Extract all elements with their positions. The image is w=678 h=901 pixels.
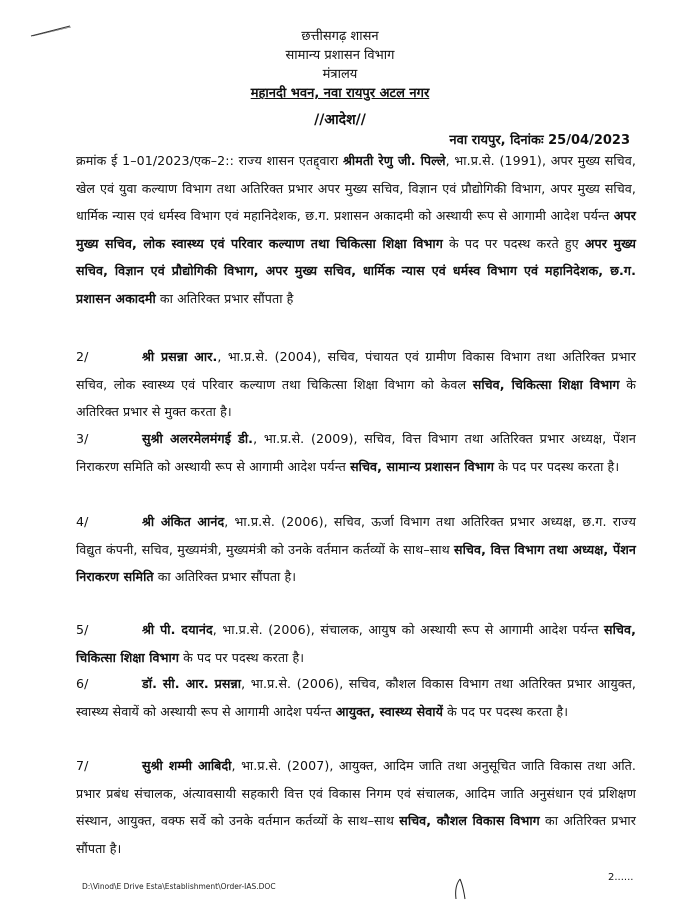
pen-mark bbox=[30, 25, 72, 37]
secretariat-name: मंत्रालय bbox=[322, 67, 358, 82]
order-paragraph-4: 4/ श्री अंकित आनंद, भा.प्र.से. (2006), सचिव, ऊर्जा विभाग तथा अतिरिक्त प्रभार अध्यक्ष, छ.ग. राज्य विद्युत कंपनी, सचिव, मुख्यमंत्री, मुख्यमंत्री को उनके वर्तमान कर्तव्यों के साथ–साथ सचिव, वित्त विभाग तथा अध्यक्ष, पेंशन निराकरण समिति का अतिरिक्त प्रभार सौंपता है। bbox=[76, 508, 636, 591]
paragraph-number: 2/ bbox=[76, 349, 89, 364]
paragraph-number: 7/ bbox=[76, 758, 89, 773]
order-paragraph-3: 3/ सुश्री अलरमेलमंगई डी., भा.प्र.से. (2009), सचिव, वित्त विभाग तथा अतिरिक्त प्रभार अध्यक्ष, पेंशन निराकरण समिति को अस्थायी रूप से आगामी आदेश पर्यन्त सचिव, सामान्य प्रशासन विभाग के पद पर पदस्थ करता है। bbox=[76, 425, 636, 480]
order-title: //आदेश// bbox=[314, 112, 366, 128]
order-paragraph-7: 7/ सुश्री शम्मी आबिदी, भा.प्र.से. (2007), आयुक्त, आदिम जाति तथा अनुसूचित जाति विकास तथा अति. प्रभार प्रबंध संचालक, अंत्यावसायी सहकारी वित्त एवं विकास निगम एवं संचालक, आदिम जाति अनुसंधान एवं प्रशिक्षण संस्थान, आयुक्त, वक्फ सर्वे को उनके वर्तमान कर्तव्यों के साथ–साथ सचिव, कौशल विकास विभाग का अतिरिक्त प्रभार सौंपता है। bbox=[76, 752, 636, 862]
paragraph-number: 6/ bbox=[76, 676, 89, 691]
letterhead bbox=[150, 27, 530, 103]
order-paragraph-5: 5/ श्री पी. दयानंद, भा.प्र.से. (2006), संचालक, आयुष को अस्थायी रूप से आगामी आदेश पर्यन्त सचिव, चिकित्सा शिक्षा विभाग के पद पर पदस्थ करता है। bbox=[76, 616, 636, 671]
signature-mark bbox=[452, 878, 468, 900]
order-paragraph-6: 6/ डॉ. सी. आर. प्रसन्ना, भा.प्र.से. (2006), सचिव, कौशल विकास विभाग तथा अतिरिक्त प्रभार आयुक्त, स्वास्थ्य सेवायें को अस्थायी रूप से आगामी आदेश पर्यन्त आयुक्त, स्वास्थ्य सेवायें के पद पर पदस्थ करता है। bbox=[76, 670, 636, 725]
order-paragraph-1: क्रमांक ई 1–01/2023/एक–2:: राज्य शासन एतद्द्वारा श्रीमती रेणु जी. पिल्ले, भा.प्र.से. (1991), अपर मुख्य सचिव, खेल एवं युवा कल्याण विभाग तथा अतिरिक्त प्रभार अपर मुख्य सचिव, विज्ञान एवं प्रौद्योगिकी विभाग, अपर मुख्य सचिव, धार्मिक न्यास एवं धर्मस्व विभाग एवं महानिदेशक, छ.ग. प्रशासन अकादमी को अस्थायी रूप से आगामी आदेश पर्यन्त अपर मुख्य सचिव, लोक स्वास्थ्य एवं परिवार कल्याण तथा चिकित्सा शिक्षा विभाग के पद पर पदस्थ करते हुए अपर मुख्य सचिव, विज्ञान एवं प्रौद्योगिकी विभाग, अपर मुख्य सचिव, धार्मिक न्यास एवं धर्मस्व विभाग एवं महानिदेशक, छ.ग. प्रशासन अकादमी का अतिरिक्त प्रभार सौंपता है bbox=[76, 153, 636, 306]
paragraph-number: 4/ bbox=[76, 514, 89, 529]
paragraph-number: 3/ bbox=[76, 431, 89, 446]
paragraph-number: 5/ bbox=[76, 622, 89, 637]
office-address: महानदी भवन, नवा रायपुर अटल नगर bbox=[250, 86, 430, 101]
file-path-footer: D:\Vinod\E Drive Esta\Establishment\Order-IAS.DOC bbox=[82, 882, 276, 891]
order-paragraph-2: 2/ श्री प्रसन्ना आर., भा.प्र.से. (2004), सचिव, पंचायत एवं ग्रामीण विकास विभाग तथा अतिरिक्त प्रभार सचिव, लोक स्वास्थ्य एवं परिवार कल्याण तथा चिकित्सा शिक्षा विभाग को केवल सचिव, चिकित्सा शिक्षा विभाग के अतिरिक्त प्रभार से मुक्त करता है। bbox=[76, 343, 636, 426]
continued-page-marker: 2...... bbox=[608, 872, 634, 883]
government-name: छत्तीसगढ़ शासन bbox=[301, 29, 379, 44]
place-date: नवा रायपुर, दिनांकः 25/04/2023 bbox=[449, 133, 630, 148]
department-name: सामान्य प्रशासन विभाग bbox=[285, 48, 395, 63]
